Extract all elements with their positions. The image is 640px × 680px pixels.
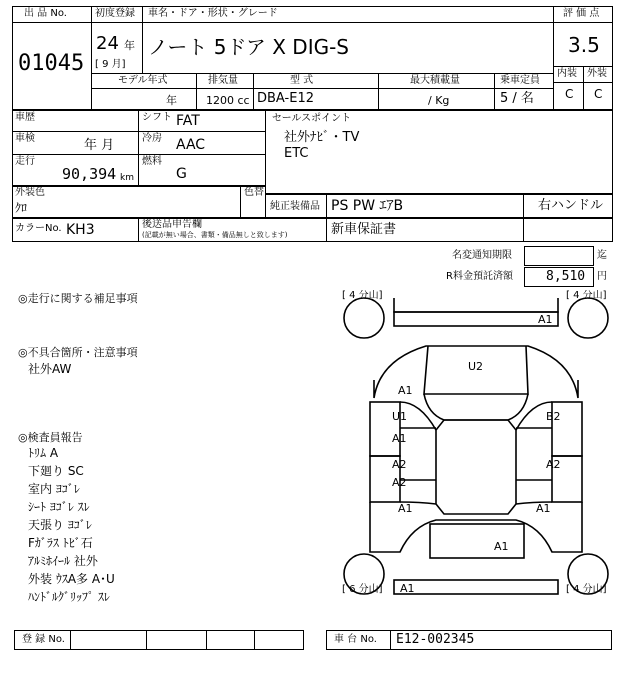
score-label: 評 価 点 (563, 8, 600, 19)
inspector-item: ﾊﾝﾄﾞﾙｸﾞﾘｯﾌﾟ ｽﾚ (28, 590, 110, 604)
lot-label: 出 品 No. (24, 8, 67, 19)
car-diagram (340, 290, 612, 602)
handle-value: 右ハンドル (538, 198, 604, 213)
max-load-label: 最大積載量 (410, 75, 460, 86)
inspector-label: ◎検査員報告 (18, 431, 83, 444)
mark-right-quarter: A1 (536, 502, 551, 515)
model-year-label: モデル年式 (118, 75, 168, 86)
mark-back-door: A1 (494, 540, 509, 553)
inspector-item: Fｶﾞﾗｽ ﾄﾋﾞ石 (28, 536, 93, 550)
chassis-no: E12-002345 (396, 632, 475, 647)
ac-label: 冷房 (142, 133, 162, 144)
car-name-label: 車名・ドア・形状・グレード (148, 8, 278, 19)
tire-rl-label: [ 6 分山] (342, 584, 383, 595)
post-docs-label: 後送品申告欄 (142, 219, 202, 230)
mark-rear-bumper: A1 (400, 582, 415, 595)
model-year-unit: 年 (166, 94, 177, 107)
post-docs-value: 新車保証書 (331, 222, 397, 237)
front-bumper (394, 312, 558, 326)
capacity-value: 5 / 名 (500, 91, 534, 106)
recycle-unit: 円 (597, 271, 607, 282)
inspector-item: 外装 ｳｽA多 A･U (28, 572, 115, 586)
mark-left-quarter: A1 (398, 502, 413, 515)
inspector-item: ｱﾙﾐﾎｲｰﾙ 社外 (28, 554, 98, 568)
inspector-item: ﾄﾘﾑ A (28, 446, 59, 460)
interior-grade: C (565, 87, 574, 101)
back-door (430, 524, 524, 558)
recycle-label: R料金預託済額 (446, 271, 513, 282)
capacity-label: 乗車定員 (500, 75, 540, 86)
ac-value: AAC (176, 137, 206, 153)
first-reg-year: 24 (96, 33, 119, 54)
mileage-unit: km (120, 173, 134, 183)
roof (436, 420, 516, 514)
inspector-item: 室内 ﾖｺﾞﾚ (28, 482, 80, 496)
car-name: ノート 5ドア X DIG-S (148, 35, 350, 59)
fuel-label: 燃料 (142, 156, 162, 167)
exterior-grade: C (594, 87, 603, 101)
interior-label: 内装 (557, 68, 577, 79)
mark-right-rear-door: A2 (546, 458, 561, 471)
mark-bonnet: U2 (468, 360, 484, 373)
history-label: 車歴 (15, 112, 35, 123)
meter-change-unit: 迄 (597, 250, 607, 261)
car-diagram-svg (340, 290, 612, 602)
type-value: DBA-E12 (257, 91, 314, 106)
mark-right-front-door: B2 (546, 410, 561, 423)
reg-no-label: 登 録 No. (22, 634, 65, 645)
mark-front-bumper: A1 (538, 313, 553, 326)
inspector-item: ｼｰﾄ ﾖｺﾞﾚ ｽﾚ (28, 500, 90, 514)
shift-label: シフト (142, 112, 172, 123)
mark-left-rear-door-2: A2 (392, 476, 407, 489)
tire-front-left (344, 298, 384, 338)
driving-remarks-label: ◎走行に関する補足事項 (18, 292, 138, 305)
shift-value: FAT (176, 113, 200, 129)
score-value: 3.5 (568, 33, 600, 57)
lot-number: 01045 (18, 51, 85, 76)
rear-bumper (394, 580, 558, 594)
recycle-value: 8,510 (546, 269, 586, 284)
defects-label: ◎不具合箇所・注意事項 (18, 346, 138, 359)
displacement-label: 排気量 (208, 75, 238, 86)
mark-left-front-door-1: U1 (392, 410, 408, 423)
post-docs-note: (記載が無い場合、書類・備品無しと致します) (142, 231, 288, 239)
color-no-label: カラーNo. (15, 223, 62, 234)
mileage-label: 走行 (15, 156, 35, 167)
inspector-item: 下廻り SC (28, 464, 84, 478)
first-reg-month: [ 9 月] (95, 59, 126, 70)
tire-fl-label: [ 4 分山] (342, 290, 383, 301)
max-load-value: / Kg (428, 94, 450, 107)
displacement-value: 1200 cc (206, 94, 250, 107)
fuel-value: G (176, 166, 187, 182)
exterior-label: 外装 (587, 68, 607, 79)
mileage-value: 90,394 (62, 165, 117, 183)
color-no-value: KH3 (66, 222, 95, 238)
sales-point-2: ETC (284, 146, 309, 161)
mark-left-front-fender: A1 (398, 384, 413, 397)
exterior-color-label: 外装色 (15, 187, 45, 198)
first-reg-year-unit: 年 (124, 39, 135, 52)
options-label: 純正装備品 (270, 201, 320, 212)
chassis-label: 車 台 No. (334, 634, 377, 645)
first-reg-label: 初度登録 (95, 8, 135, 19)
tire-front-right (568, 298, 608, 338)
defects-value: 社外AW (28, 362, 72, 376)
shaken-value: 年 月 (84, 138, 115, 153)
type-label: 型 式 (290, 75, 314, 86)
tire-fr-label: [ 4 分山] (566, 290, 607, 301)
shaken-label: 車検 (15, 133, 35, 144)
exterior-color-value: ｸﾛ (15, 201, 28, 215)
tire-rr-label: [ 4 分山] (566, 584, 607, 595)
mark-left-rear-door-1: A2 (392, 458, 407, 471)
sales-point-1: 社外ﾅﾋﾞ・TV (284, 130, 360, 145)
mark-left-front-door-2: A1 (392, 432, 407, 445)
color-change-label: 色替 (244, 187, 264, 198)
options-value: PS PW ｴｱB (331, 198, 404, 214)
meter-change-label: 名変通知期限 (452, 250, 512, 261)
sales-point-label: セールスポイント (272, 113, 352, 124)
inspector-item: 天張り ﾖｺﾞﾚ (28, 518, 92, 532)
